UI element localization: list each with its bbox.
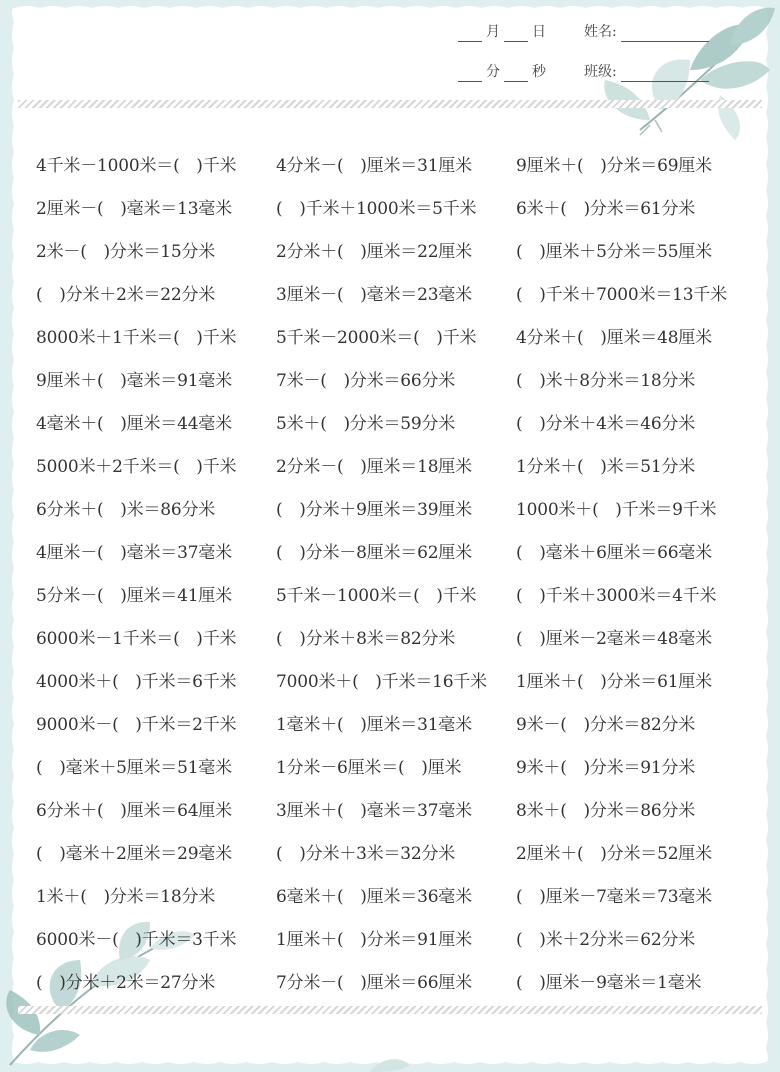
problem-item[interactable]: 1厘米＋( )分米＝61厘米 [516,672,712,692]
problem-row [36,486,756,529]
problem-item[interactable]: 5千米－2000米＝( )千米 [276,328,477,348]
problem-item[interactable]: 1厘米＋( )分米＝91厘米 [276,930,472,950]
problem-item[interactable]: 9米＋( )分米＝91分米 [516,758,696,778]
divider-bottom [18,1006,762,1014]
problem-item[interactable]: ( )分米－8厘米＝62厘米 [276,543,472,563]
problem-row [36,271,756,314]
problem-item[interactable]: ( )分米＋4米＝46分米 [516,414,696,434]
problem-row [36,744,756,787]
problem-row [36,400,756,443]
problem-item[interactable]: ( )毫米＋2厘米＝29毫米 [36,844,232,864]
problem-row [36,701,756,744]
problem-item[interactable]: 4毫米＋( )厘米＝44毫米 [36,414,232,434]
problem-item[interactable]: 6000米－1千米＝( )千米 [36,629,237,649]
problem-grid [36,142,756,1002]
problem-item[interactable]: 7分米－( )厘米＝66厘米 [276,973,472,993]
problem-row [36,959,756,1002]
problem-item[interactable]: ( )分米＋9厘米＝39厘米 [276,500,472,520]
problem-item[interactable]: 8米＋( )分米＝86分米 [516,801,696,821]
problem-item[interactable]: 4分米＋( )厘米＝48厘米 [516,328,712,348]
problem-item[interactable]: ( )厘米－2毫米＝48毫米 [516,629,712,649]
problem-item[interactable]: 5分米－( )厘米＝41厘米 [36,586,232,606]
problem-item[interactable]: 2分米－( )厘米＝18厘米 [276,457,472,477]
problem-item[interactable]: ( )米＋2分米＝62分米 [516,930,696,950]
problem-item[interactable]: 7000米＋( )千米＝16千米 [276,672,487,692]
problem-item[interactable]: 2厘米－( )毫米＝13毫米 [36,199,232,219]
class-row [584,62,709,82]
problem-row [36,916,756,959]
problem-row [36,185,756,228]
problem-item[interactable]: 3厘米＋( )毫米＝37毫米 [276,801,472,821]
problem-item[interactable]: ( )分米＋3米＝32分米 [276,844,456,864]
problem-item[interactable]: 9厘米＋( )分米＝69厘米 [516,156,712,176]
problem-item[interactable]: ( )千米＋3000米＝4千米 [516,586,717,606]
problem-item[interactable]: 4000米＋( )千米＝6千米 [36,672,237,692]
problem-item[interactable]: ( )厘米－9毫米＝1毫米 [516,973,702,993]
problem-item[interactable]: ( )千米＋1000米＝5千米 [276,199,477,219]
divider-top [18,100,762,108]
problem-item[interactable]: ( )毫米＋6厘米＝66毫米 [516,543,712,563]
name-row [584,22,709,42]
problem-row [36,443,756,486]
problem-item[interactable]: 5米＋( )分米＝59分米 [276,414,456,434]
problem-item[interactable]: 4千米－1000米＝( )千米 [36,156,237,176]
time-row [458,62,550,82]
problem-item[interactable]: ( )米＋8分米＝18分米 [516,371,696,391]
problem-item[interactable]: 6分米＋( )厘米＝64厘米 [36,801,232,821]
problem-item[interactable]: ( )厘米－7毫米＝73毫米 [516,887,712,907]
month-label: 月 [486,24,500,40]
problem-item[interactable]: ( )毫米＋5厘米＝51毫米 [36,758,232,778]
problem-row [36,572,756,615]
problem-row [36,357,756,400]
problem-item[interactable]: ( )分米＋2米＝22分米 [36,285,216,305]
problem-row [36,142,756,185]
problem-item[interactable]: 6000米－( )千米＝3千米 [36,930,237,950]
problem-item[interactable]: 6米＋( )分米＝61分米 [516,199,696,219]
problem-item[interactable]: 7米－( )分米＝66分米 [276,371,456,391]
problem-row [36,658,756,701]
problem-item[interactable]: 1毫米＋( )厘米＝31毫米 [276,715,472,735]
name-blank[interactable] [621,27,709,42]
problem-row [36,314,756,357]
problem-row [36,615,756,658]
problem-item[interactable]: 2分米＋( )厘米＝22厘米 [276,242,472,262]
month-blank[interactable] [458,27,482,42]
problem-item[interactable]: ( )分米＋8米＝82分米 [276,629,456,649]
problem-item[interactable]: 2米－( )分米＝15分米 [36,242,216,262]
problem-row [36,873,756,916]
name-label: 姓名: [584,24,617,40]
problem-item[interactable]: 2厘米＋( )分米＝52厘米 [516,844,712,864]
problem-item[interactable]: 5000米＋2千米＝( )千米 [36,457,237,477]
problem-row [36,228,756,271]
problem-item[interactable]: 1分米＋( )米＝51分米 [516,457,696,477]
problem-item[interactable]: 6毫米＋( )厘米＝36毫米 [276,887,472,907]
problem-item[interactable]: ( )分米＋2米＝27分米 [36,973,216,993]
class-blank[interactable] [621,67,709,82]
problem-item[interactable]: 9厘米＋( )毫米＝91毫米 [36,371,232,391]
problem-item[interactable]: 1000米＋( )千米＝9千米 [516,500,717,520]
problem-item[interactable]: 4厘米－( )毫米＝37毫米 [36,543,232,563]
problem-item[interactable]: 3厘米－( )毫米＝23毫米 [276,285,472,305]
class-label: 班级: [584,64,617,80]
problem-item[interactable]: 5千米－1000米＝( )千米 [276,586,477,606]
problem-item[interactable]: 9000米－( )千米＝2千米 [36,715,237,735]
problem-item[interactable]: 1米＋( )分米＝18分米 [36,887,216,907]
problem-row [36,529,756,572]
day-label: 日 [532,24,546,40]
problem-row [36,830,756,873]
problem-item[interactable]: ( )厘米＋5分米＝55厘米 [516,242,712,262]
date-row [458,22,550,42]
problem-item[interactable]: 1分米－6厘米＝( )厘米 [276,758,462,778]
problem-item[interactable]: 4分米－( )厘米＝31厘米 [276,156,472,176]
problem-item[interactable]: ( )千米＋7000米＝13千米 [516,285,727,305]
second-label: 秒 [532,64,546,80]
minute-label: 分 [486,64,500,80]
second-blank[interactable] [504,67,528,82]
problem-row [36,787,756,830]
problem-item[interactable]: 6分米＋( )米＝86分米 [36,500,216,520]
problem-item[interactable]: 9米－( )分米＝82分米 [516,715,696,735]
problem-item[interactable]: 8000米＋1千米＝( )千米 [36,328,237,348]
day-blank[interactable] [504,27,528,42]
minute-blank[interactable] [458,67,482,82]
